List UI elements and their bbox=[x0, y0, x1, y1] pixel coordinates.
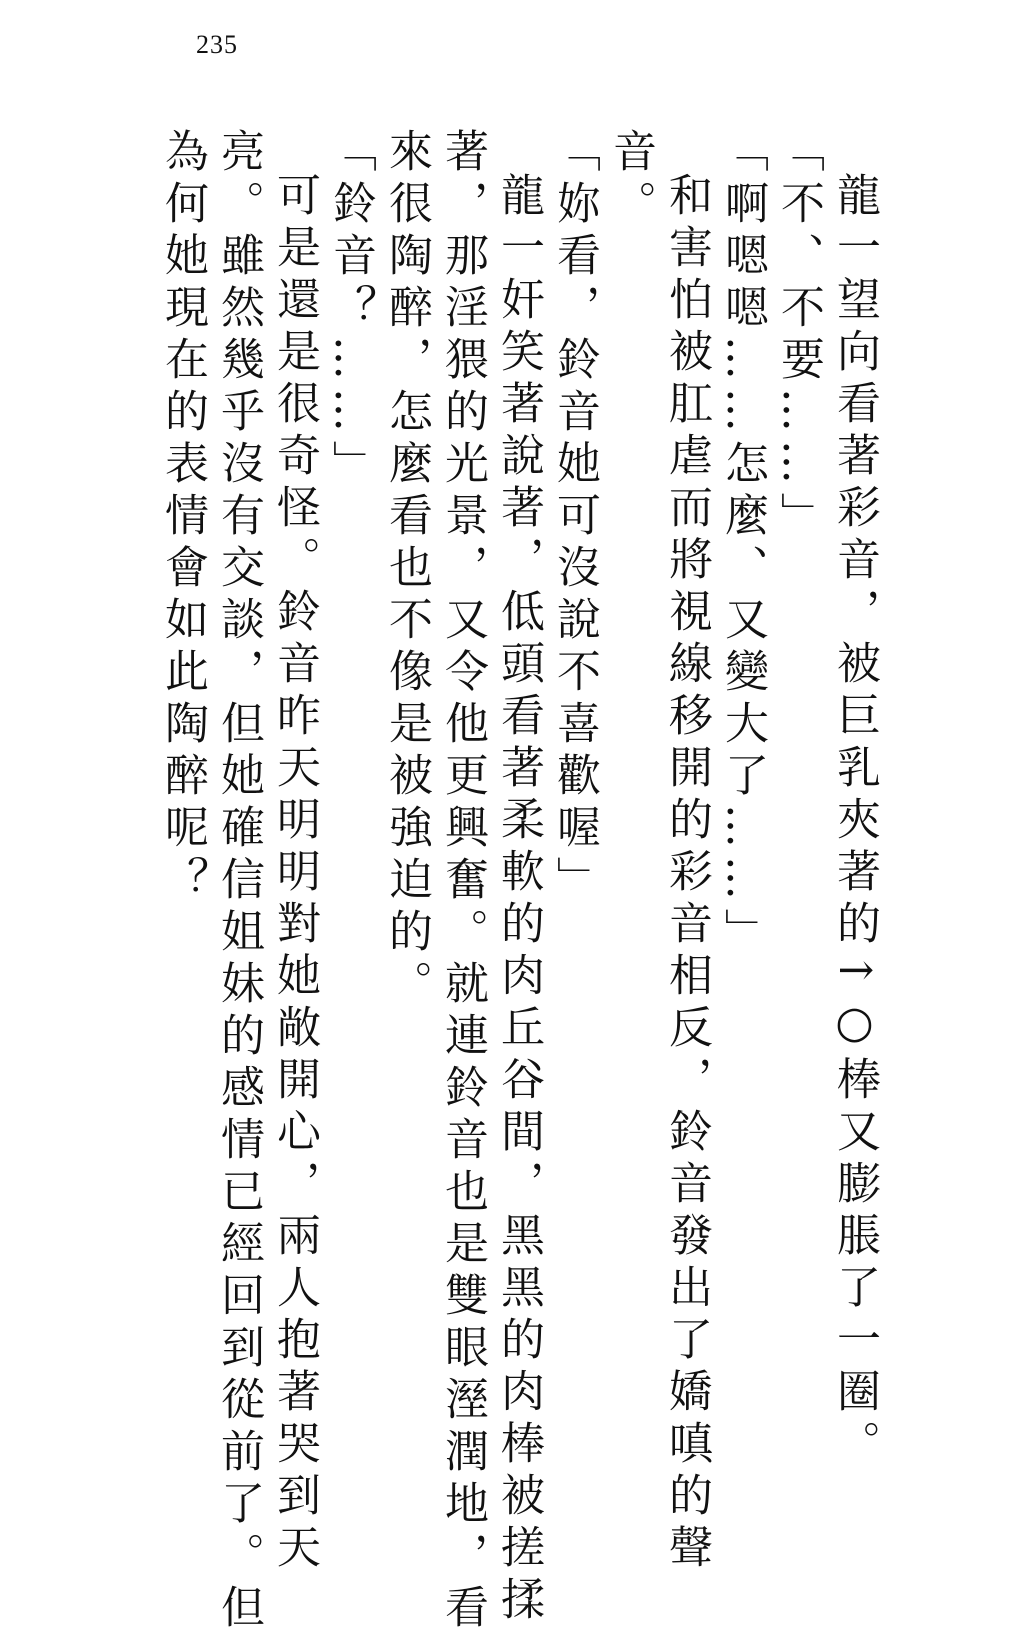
text-line: 著，那淫猥的光景，又令他更興奮。就連鈴音也是雙眼溼潤地，看 bbox=[437, 128, 488, 1636]
text-line: 「啊嗯嗯……怎麼、又變大了……」 bbox=[717, 128, 768, 960]
text-line: 為何她現在的表情會如此陶醉呢？ bbox=[157, 128, 208, 908]
text-line: 亮。雖然幾乎沒有交談，但她確信姐妹的感情已經回到從前了。但 bbox=[213, 128, 264, 1636]
page-number: 235 bbox=[196, 30, 238, 59]
text-line: 「不、不要……」 bbox=[773, 128, 824, 544]
vertical-text-body bbox=[154, 128, 882, 1636]
text-line: 和害怕被肛虐而將視線移開的彩音相反，鈴音發出了嬌嗔的聲 bbox=[661, 172, 712, 1576]
text-line: 可是還是很奇怪。鈴音昨天明明對她敞開心，兩人抱著哭到天 bbox=[269, 172, 320, 1576]
text-line: 龍一望向看著彩音，被巨乳夾著的↑○棒又膨脹了一圈。 bbox=[829, 172, 880, 1472]
text-line: 來很陶醉，怎麼看也不像是被強迫的。 bbox=[381, 128, 432, 1012]
text-line: 音。 bbox=[605, 128, 656, 232]
text-line: 「妳看，鈴音她可沒說不喜歡喔」 bbox=[549, 128, 600, 908]
text-line: 「鈴音？……」 bbox=[325, 128, 376, 492]
text-line: 龍一奸笑著說著，低頭看著柔軟的肉丘谷間，黑黑的肉棒被搓揉 bbox=[493, 172, 544, 1628]
